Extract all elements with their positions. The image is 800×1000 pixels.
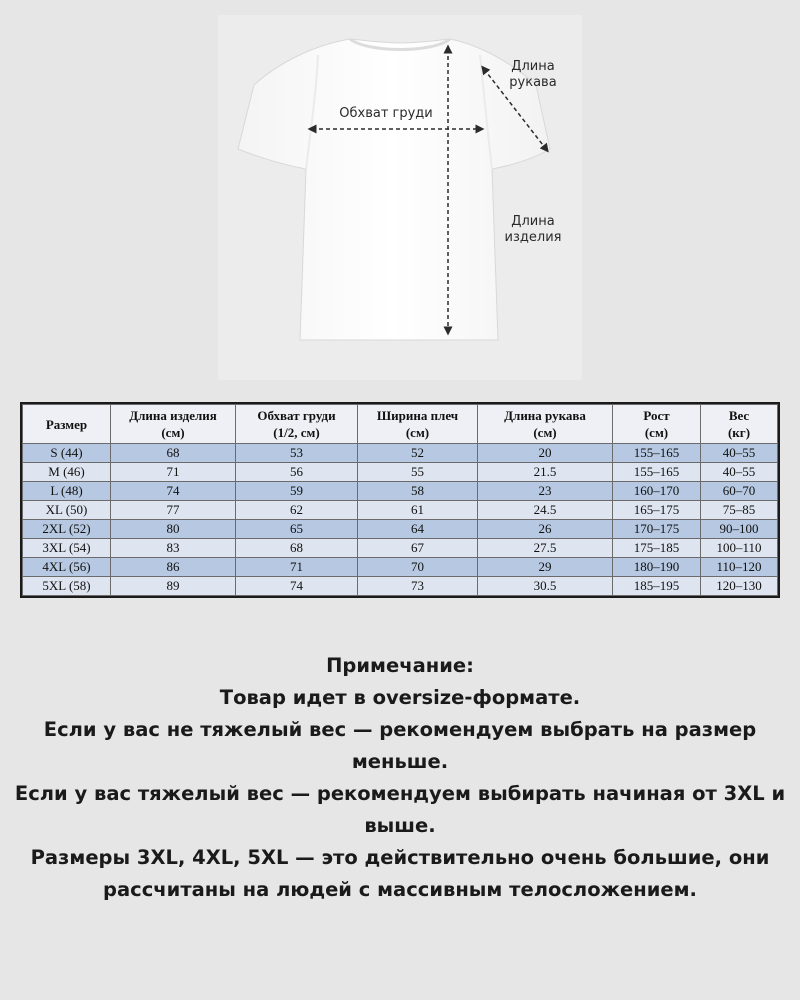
table-cell: 155–165 bbox=[613, 444, 701, 463]
table-cell: 80 bbox=[111, 520, 236, 539]
table-cell: 4XL (56) bbox=[23, 558, 111, 577]
table-cell: 30.5 bbox=[478, 577, 613, 596]
table-cell: 155–165 bbox=[613, 463, 701, 482]
table-cell: 110–120 bbox=[701, 558, 778, 577]
table-cell: XL (50) bbox=[23, 501, 111, 520]
table-cell: 53 bbox=[236, 444, 358, 463]
table-cell: 67 bbox=[358, 539, 478, 558]
table-row bbox=[23, 539, 778, 558]
table-cell: L (48) bbox=[23, 482, 111, 501]
table-cell: 24.5 bbox=[478, 501, 613, 520]
table-cell: 77 bbox=[111, 501, 236, 520]
table-row bbox=[23, 501, 778, 520]
table-cell: 170–175 bbox=[613, 520, 701, 539]
note-line-heavy-weight: Если у вас тяжелый вес — рекомендуем выбирать начиная от 3XL и выше. bbox=[14, 782, 786, 837]
table-cell: 40–55 bbox=[701, 463, 778, 482]
table-cell: 74 bbox=[111, 482, 236, 501]
table-cell: 68 bbox=[236, 539, 358, 558]
table-cell: 55 bbox=[358, 463, 478, 482]
table-cell: 100–110 bbox=[701, 539, 778, 558]
header-height: Рост (см) bbox=[613, 405, 701, 444]
table-cell: 60–70 bbox=[701, 482, 778, 501]
table-cell: 120–130 bbox=[701, 577, 778, 596]
header-length: Длина изделия (см) bbox=[111, 405, 236, 444]
header-sleeve: Длина рукава (см) bbox=[478, 405, 613, 444]
chest-label: Обхват груди bbox=[339, 106, 433, 121]
table-cell: 5XL (58) bbox=[23, 577, 111, 596]
length-label bbox=[498, 214, 568, 246]
note-line-big-sizes: Размеры 3XL, 4XL, 5XL — это действительно очень большие, они рассчитаны на людей с массивным телосложением. bbox=[30, 846, 770, 901]
table-cell: 59 bbox=[236, 482, 358, 501]
header-shoulders: Ширина плеч (см) bbox=[358, 405, 478, 444]
header-size: Размер bbox=[23, 405, 111, 444]
sleeve-label-line1: Длина bbox=[511, 59, 555, 74]
table-cell: 90–100 bbox=[701, 520, 778, 539]
table-cell: 68 bbox=[111, 444, 236, 463]
table-cell: 185–195 bbox=[613, 577, 701, 596]
table-cell: 26 bbox=[478, 520, 613, 539]
table-cell: 27.5 bbox=[478, 539, 613, 558]
table-cell: 83 bbox=[111, 539, 236, 558]
table-cell: 73 bbox=[358, 577, 478, 596]
table-row bbox=[23, 482, 778, 501]
table-row bbox=[23, 558, 778, 577]
table-cell: 21.5 bbox=[478, 463, 613, 482]
table-cell: 65 bbox=[236, 520, 358, 539]
table-row bbox=[23, 444, 778, 463]
table-row bbox=[23, 520, 778, 539]
header-weight: Вес (кг) bbox=[701, 405, 778, 444]
table-cell: 62 bbox=[236, 501, 358, 520]
table-cell: 70 bbox=[358, 558, 478, 577]
header-chest: Обхват груди (1/2, см) bbox=[236, 405, 358, 444]
table-cell: 58 bbox=[358, 482, 478, 501]
table-header-row bbox=[23, 405, 778, 444]
table-cell: 89 bbox=[111, 577, 236, 596]
tshirt-measurement-diagram bbox=[218, 15, 582, 380]
size-chart bbox=[20, 402, 780, 598]
table-cell: 64 bbox=[358, 520, 478, 539]
table-cell: 61 bbox=[358, 501, 478, 520]
table-cell: 23 bbox=[478, 482, 613, 501]
table-cell: 75–85 bbox=[701, 501, 778, 520]
table-cell: 180–190 bbox=[613, 558, 701, 577]
note-section bbox=[0, 650, 800, 906]
table-row bbox=[23, 577, 778, 596]
table-cell: S (44) bbox=[23, 444, 111, 463]
table-cell: 29 bbox=[478, 558, 613, 577]
note-line-light-weight: Если у вас не тяжелый вес — рекомендуем выбрать на размер меньше. bbox=[43, 718, 757, 773]
table-cell: 71 bbox=[236, 558, 358, 577]
table-cell: 160–170 bbox=[613, 482, 701, 501]
length-label-line2: изделия bbox=[504, 230, 562, 245]
size-table bbox=[22, 404, 778, 596]
table-row bbox=[23, 463, 778, 482]
table-cell: 56 bbox=[236, 463, 358, 482]
sleeve-label bbox=[498, 59, 568, 91]
table-cell: 165–175 bbox=[613, 501, 701, 520]
table-cell: 74 bbox=[236, 577, 358, 596]
length-label-line1: Длина bbox=[511, 214, 555, 229]
table-cell: 86 bbox=[111, 558, 236, 577]
table-cell: 20 bbox=[478, 444, 613, 463]
note-title: Примечание: bbox=[326, 654, 474, 677]
table-cell: M (46) bbox=[23, 463, 111, 482]
table-cell: 2XL (52) bbox=[23, 520, 111, 539]
note-line-oversize: Товар идет в oversize-формате. bbox=[219, 686, 581, 709]
table-cell: 175–185 bbox=[613, 539, 701, 558]
table-cell: 52 bbox=[358, 444, 478, 463]
sleeve-label-line2: рукава bbox=[509, 75, 557, 90]
table-cell: 3XL (54) bbox=[23, 539, 111, 558]
table-cell: 71 bbox=[111, 463, 236, 482]
table-cell: 40–55 bbox=[701, 444, 778, 463]
